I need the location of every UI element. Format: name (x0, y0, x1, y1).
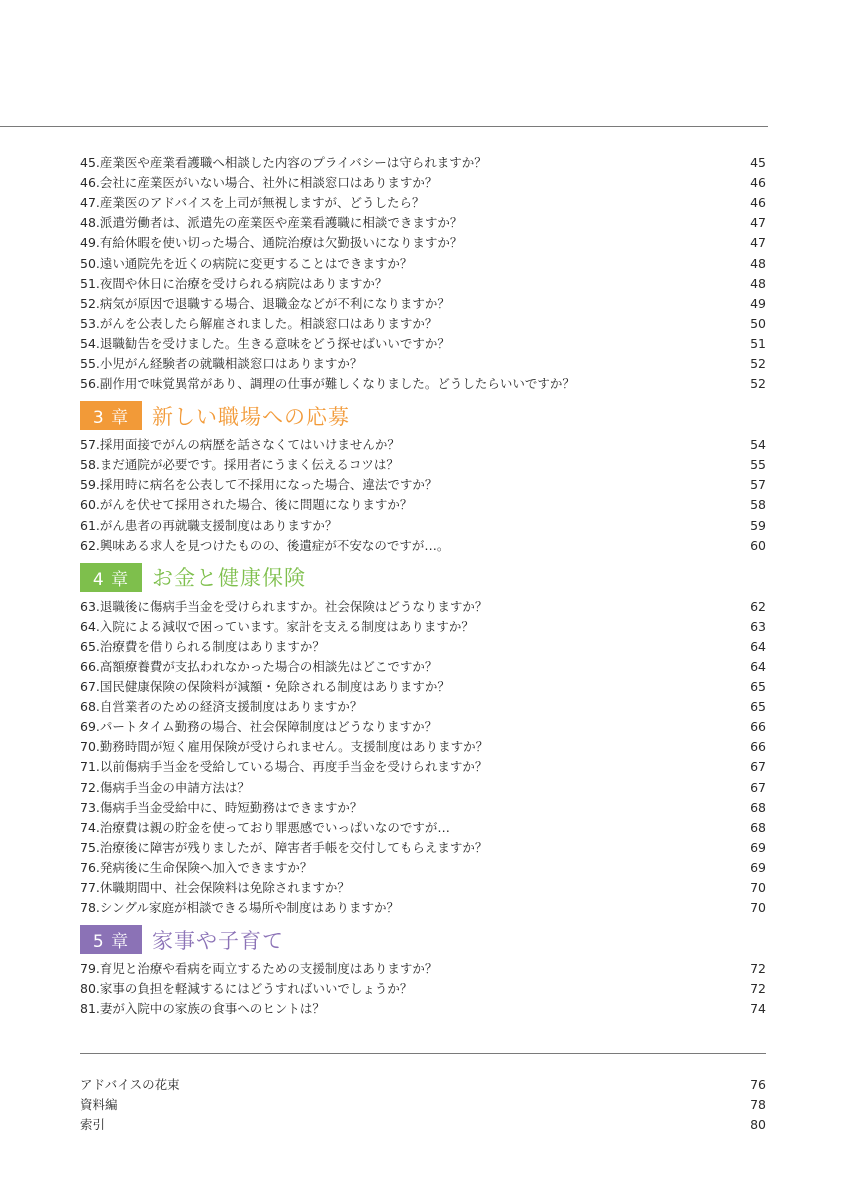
chapter-title: お金と健康保険 (152, 566, 306, 591)
toc-entry[interactable] (80, 536, 766, 556)
toc-page-number: 63 (750, 618, 766, 634)
toc-entry[interactable] (80, 657, 766, 677)
toc-page-number: 54 (750, 437, 766, 453)
toc-entry-title: 52.病気が原因で退職する場合、退職金などが不利になりますか？ (80, 295, 450, 311)
toc-entry-title: 65.治療費を借りられる制度はありますか？ (80, 638, 325, 654)
toc-page-number: 69 (750, 839, 766, 855)
toc-page-number: 51 (750, 335, 766, 351)
toc-entry-title: 46.会社に産業医がいない場合、社外に相談窓口はありますか？ (80, 175, 438, 191)
toc-entry-title: 79.育児と治療や看病を両立するための支援制度はありますか？ (80, 961, 438, 977)
toc-entry[interactable] (80, 314, 766, 334)
toc-page-number: 64 (750, 638, 766, 654)
toc-page-number: 46 (750, 195, 766, 211)
chapter-title: 家事や子育て (152, 928, 284, 953)
toc-page-number: 70 (750, 880, 766, 896)
toc-page-number: 47 (750, 235, 766, 251)
toc-entry-title: 67.国民健康保険の保険料が減額・免除される制度はありますか？ (80, 679, 450, 695)
toc-entry[interactable] (80, 354, 766, 374)
toc-entry[interactable] (80, 173, 766, 193)
top-divider (0, 126, 768, 127)
toc-page-number: 76 (750, 1076, 766, 1092)
toc-entry[interactable] (80, 717, 766, 737)
toc-entry-title: 55.小児がん経験者の就職相談窓口はありますか？ (80, 355, 363, 371)
bottom-divider (80, 1053, 766, 1054)
toc-entry[interactable] (80, 858, 766, 878)
toc-entry-title: 77.休職期間中、社会保険料は免除されますか？ (80, 880, 350, 896)
toc-entry-title: 資料編 (80, 1096, 118, 1112)
toc-entry[interactable] (80, 516, 766, 536)
toc-entry-title: 73.傷病手当金受給中に、時短勤務はできますか？ (80, 799, 363, 815)
toc-page-number: 74 (750, 1001, 766, 1017)
toc-entry[interactable] (80, 374, 766, 394)
toc-entry[interactable] (80, 253, 766, 273)
toc-page-number: 80 (750, 1116, 766, 1132)
toc-page-number: 50 (750, 315, 766, 331)
toc-page-number: 52 (750, 376, 766, 392)
toc-page-number: 72 (750, 961, 766, 977)
toc-page-number: 67 (750, 779, 766, 795)
toc-page-number: 46 (750, 175, 766, 191)
toc-entry[interactable] (80, 617, 766, 637)
toc-entry-title: 61.がん患者の再就職支援制度はありますか？ (80, 517, 338, 533)
toc-entry-title: 59.採用時に病名を公表して不採用になった場合、違法ですか？ (80, 477, 438, 493)
toc-entry[interactable] (80, 999, 766, 1019)
toc-entry-title: 64.入院による減収で困っています。家計を支える制度はありますか？ (80, 618, 474, 634)
toc-page-number: 57 (750, 477, 766, 493)
toc-entry-title: 47.産業医のアドバイスを上司が無視しますが、どうしたら？ (80, 195, 425, 211)
toc-entry[interactable] (80, 959, 766, 979)
toc-entry-title: 81.妻が入院中の家族の食事へのヒントは？ (80, 1001, 325, 1017)
toc-entry[interactable] (80, 798, 766, 818)
toc-entry-title: 62.興味ある求人を見つけたものの、後遺症が不安なのですが…。 (80, 537, 450, 553)
toc-page-number: 45 (750, 155, 766, 171)
toc-entry[interactable] (80, 737, 766, 757)
toc-page-number: 70 (750, 900, 766, 916)
toc-entry[interactable] (80, 334, 766, 354)
toc-entry-title: 48.派遣労働者は、派遣先の産業医や産業看護職に相談できますか？ (80, 215, 463, 231)
toc-entry-title: 74.治療費は親の貯金を使っており罪悪感でいっぱいなのですが… (80, 819, 450, 835)
toc-entry[interactable] (80, 153, 766, 173)
toc-entry[interactable] (80, 838, 766, 858)
table-of-contents (80, 153, 766, 1135)
toc-page-number: 69 (750, 859, 766, 875)
toc-page-number: 60 (750, 537, 766, 553)
toc-page-number: 65 (750, 699, 766, 715)
toc-entry[interactable] (80, 757, 766, 777)
toc-entry[interactable] (80, 818, 766, 838)
toc-entry-title: 54.退職勧告を受けました。生きる意味をどう探せばいいですか？ (80, 335, 450, 351)
toc-entry[interactable] (80, 233, 766, 253)
toc-page-number: 68 (750, 799, 766, 815)
toc-entry-title: 80.家事の負担を軽減するにはどうすればいいでしょうか？ (80, 981, 413, 997)
toc-entry[interactable] (80, 878, 766, 898)
toc-page-number: 48 (750, 255, 766, 271)
toc-page-number: 55 (750, 457, 766, 473)
toc-entry[interactable] (80, 677, 766, 697)
toc-page-number: 66 (750, 719, 766, 735)
toc-page-number: 68 (750, 819, 766, 835)
chapter-title: 新しい職場への応募 (152, 404, 350, 429)
toc-entry-title: 69.パートタイム勤務の場合、社会保障制度はどうなりますか？ (80, 719, 438, 735)
chapter-5-heading (80, 924, 766, 955)
toc-entry-title: 58.まだ通院が必要です。採用者にうまく伝えるコツは？ (80, 457, 399, 473)
toc-entry-title: 66.高額療養費が支払われなかった場合の相談先はどこですか？ (80, 659, 438, 675)
toc-entry-title: 60.がんを伏せて採用された場合、後に問題になりますか？ (80, 497, 413, 513)
toc-entry[interactable] (80, 455, 766, 475)
toc-page-number: 59 (750, 517, 766, 533)
toc-page-number: 67 (750, 759, 766, 775)
toc-entry[interactable] (80, 1074, 766, 1094)
toc-entry[interactable] (80, 294, 766, 314)
toc-page-number: 47 (750, 215, 766, 231)
toc-page-number: 66 (750, 739, 766, 755)
toc-entry-title: 50.遠い通院先を近くの病院に変更することはできますか？ (80, 255, 413, 271)
toc-entry-title: 53.がんを公表したら解雇されました。相談窓口はありますか？ (80, 315, 438, 331)
toc-page-number: 62 (750, 598, 766, 614)
toc-section-3 (80, 435, 766, 556)
toc-entry[interactable] (80, 898, 766, 918)
chapter-3-heading (80, 400, 766, 431)
toc-entry[interactable] (80, 778, 766, 798)
toc-entry[interactable] (80, 697, 766, 717)
toc-entry-title: 70.勤務時間が短く雇用保険が受けられません。支援制度はありますか？ (80, 739, 489, 755)
toc-entry-title: 78.シングル家庭が相談できる場所や制度はありますか？ (80, 900, 399, 916)
toc-page-number: 49 (750, 295, 766, 311)
toc-entry-title: 75.治療後に障害が残りましたが、障害者手帳を交付してもらえますか？ (80, 839, 488, 855)
toc-page-number: 48 (750, 275, 766, 291)
toc-appendix (80, 1074, 766, 1134)
chapter-badge: 3 章 (80, 401, 142, 430)
toc-entry-title: 56.副作用で味覚異常があり、調理の仕事が難しくなりました。どうしたらいいですか？ (80, 376, 575, 392)
toc-section-2 (80, 153, 766, 394)
toc-section-4 (80, 597, 766, 919)
toc-page-number: 78 (750, 1096, 766, 1112)
toc-entry[interactable] (80, 193, 766, 213)
toc-entry[interactable] (80, 475, 766, 495)
toc-entry-title: 71.以前傷病手当金を受給している場合、再度手当金を受けられますか？ (80, 759, 488, 775)
toc-entry-title: 45.産業医や産業看護職へ相談した内容のプライバシーは守られますか？ (80, 155, 487, 171)
toc-section-5 (80, 959, 766, 1019)
toc-entry-title: 57.採用面接でがんの病歴を話さなくてはいけませんか？ (80, 437, 400, 453)
toc-page-number: 64 (750, 659, 766, 675)
toc-entry-title: 76.発病後に生命保険へ加入できますか？ (80, 859, 313, 875)
toc-entry-title: 72.傷病手当金の申請方法は？ (80, 779, 250, 795)
toc-entry[interactable] (80, 495, 766, 515)
toc-entry[interactable] (80, 597, 766, 617)
toc-entry[interactable] (80, 274, 766, 294)
chapter-badge: 4 章 (80, 563, 142, 592)
toc-page-number: 58 (750, 497, 766, 513)
toc-entry-title: アドバイスの花束 (80, 1076, 180, 1092)
toc-entry-title: 49.有給休暇を使い切った場合、通院治療は欠勤扱いになりますか？ (80, 235, 463, 251)
toc-entry-title: 63.退職後に傷病手当金を受けられますか。社会保険はどうなりますか？ (80, 598, 488, 614)
toc-page-number: 65 (750, 679, 766, 695)
chapter-4-heading (80, 562, 766, 593)
toc-page-number: 72 (750, 981, 766, 997)
chapter-badge: 5 章 (80, 925, 142, 954)
toc-entry[interactable] (80, 1095, 766, 1115)
toc-entry[interactable] (80, 637, 766, 657)
toc-entry[interactable] (80, 435, 766, 455)
toc-entry-title: 68.自営業者のための経済支援制度はありますか？ (80, 699, 363, 715)
toc-page-number: 52 (750, 355, 766, 371)
toc-entry[interactable] (80, 1115, 766, 1135)
toc-entry[interactable] (80, 213, 766, 233)
toc-entry-title: 索引 (80, 1116, 106, 1132)
toc-entry[interactable] (80, 979, 766, 999)
toc-entry-title: 51.夜間や休日に治療を受けられる病院はありますか？ (80, 275, 388, 291)
